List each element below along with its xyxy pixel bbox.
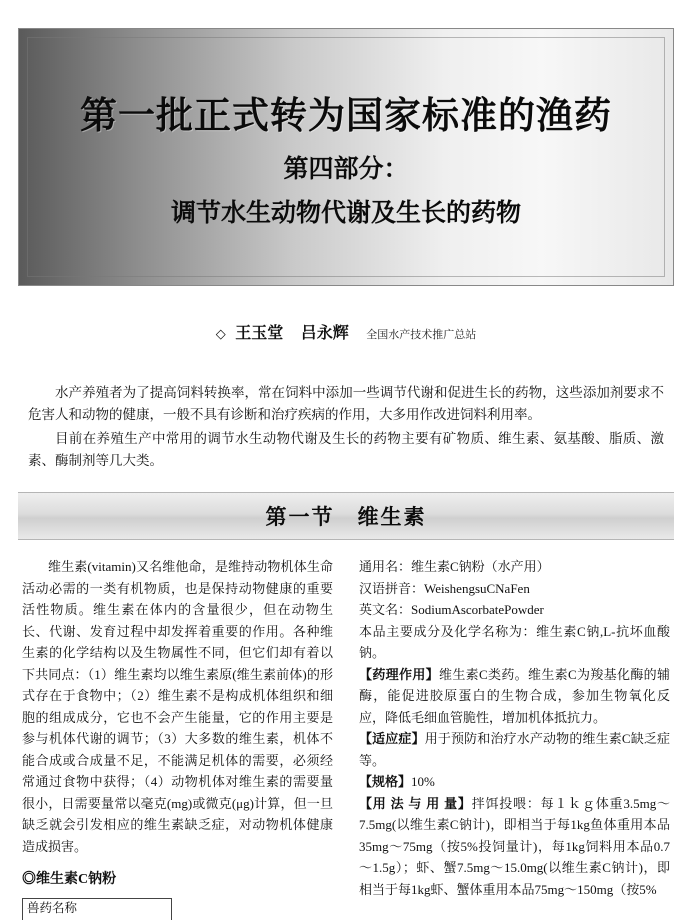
intro-paragraph-2: 目前在养殖生产中常用的调节水生动物代谢及生长的药物主要有矿物质、维生素、氨基酸、脂质、激素、酶制剂等几大类。 [28,431,664,468]
byline [0,320,692,343]
composition-line: 本品主要成分及化学名称为：维生素C钠,L-抗坏血酸钠。 [359,623,670,660]
body-columns [22,556,670,920]
indication-text: 用于预防和治疗水产动物的维生素C缺乏症等。 [359,731,670,768]
diamond-icon: ◇ [215,326,226,341]
english-name-line: 英文名：SodiumAscorbatePowder [359,602,544,617]
left-column [22,556,333,920]
section-heading-bar [18,492,674,540]
banner-title-line-1: 第一批正式转为国家标准的渔药 [80,93,612,137]
title-banner [18,28,674,286]
right-column [359,556,670,920]
author-name-2: 吕永辉 [300,325,349,342]
indication-label: 【适应症】 [359,731,425,746]
pharmacology-label: 【药理作用】 [359,666,439,682]
spec-text: 10% [411,774,435,789]
author-name-1: 王玉堂 [235,325,284,342]
intro-paragraph-1: 水产养殖者为了提高饲料转换率，常在饲料中添加一些调节代谢和促进生长的药物，这些添加剂要求不危害人和动物的健康，一般不具有诊断和治疗疾病的作用，大多用作改进饲料利用率。 [28,385,664,422]
spec-label: 【规格】 [359,774,412,789]
pinyin-line: 汉语拼音：WeishengsuCNaFen [359,580,530,596]
drug-name-table-header: 兽药名称 [22,898,172,920]
indication-entry [359,728,670,771]
author-affiliation: 全国水产技术推广总站 [366,329,477,341]
common-name-line: 通用名：维生素C钠粉（水产用） [359,559,550,574]
pharmacology-entry [359,664,670,729]
usage-text: 拌饵投喂：每１ｋｇ体重3.5mg～7.5mg(以维生素C钠计)，即相当于每1kg鱼体重用本品35mg～75mg（按5%投饲量计)，每1kg饲料用本品0.7～1.5g）；虾、蟹7.5mg～15.0mg(以维生素C钠计)，即相当于每1kg虾、蟹体重用本品75mg～150mg（按5% [359,795,670,897]
usage-label: 【用 法 与 用 量】 [359,795,472,811]
drug-subheading: ◎维生素C钠粉 [22,872,117,887]
pharmacology-text: 维生素C类药。维生素C为羧基化酶的辅酶，能促进胶原蛋白的生物合成，参加生物氧化反应，降低毛细血管脆性，增加机体抵抗力。 [359,666,670,725]
left-column-paragraph: 维生素(vitamin)又名维他命，是维持动物机体生命活动必需的一类有机物质，也是保持动物健康的重要活性物质。维生素在体内的含量很少，但在动物生长、代谢、发育过程中却发挥着重要的作用。各种维生素的化学结构以及生物属性不同，但它们却有着以下共同点：（1）维生素均以维生素原(维生素前体)的形式存在于食物中；（2）维生素不是构成机体组织和细胞的组成成分，它也不会产生能量，它的作用主要是参与机体代谢的调节；（3）大多数的维生素，机体不能合成或合成量不足，不能满足机体的需要，必须经常通过食物中获得；（4）动物机体对维生素的需要量很小，日需要量常以毫克(mg)或微克(μg)计算，但一旦缺乏就会引发相应的维生素缺乏症，对动物机体健康造成损害。 [22,559,333,854]
usage-entry [359,793,670,901]
banner-title-line-2: 第四部分： [283,154,409,183]
title-banner-inner [27,37,665,277]
section-heading-title: 第一节 维生素 [265,504,427,529]
banner-title-line-3: 调节水生动物代谢及生长的药物 [170,198,521,227]
spec-entry [359,771,670,793]
intro-section [28,382,664,474]
